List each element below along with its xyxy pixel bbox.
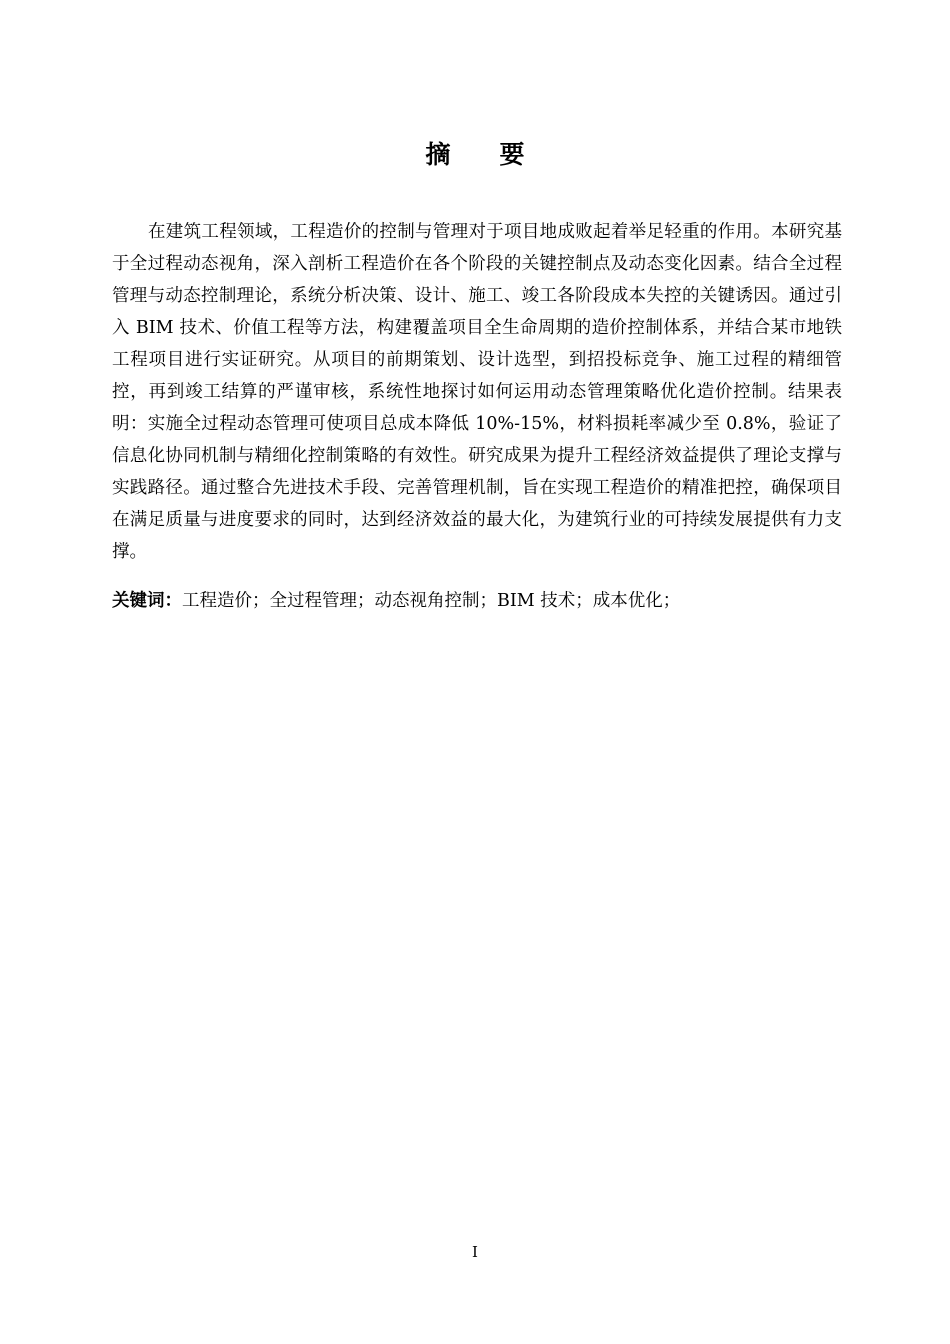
keywords-value: 工程造价；全过程管理；动态视角控制；BIM 技术；成本优化；: [182, 590, 681, 611]
page-title: 摘 要: [425, 139, 537, 169]
keywords-label: 关键词：: [112, 590, 182, 611]
keywords-line: [112, 586, 842, 616]
abstract-paragraph: 在建筑工程领域，工程造价的控制与管理对于项目地成败起着举足轻重的作用。本研究基于全过程动态视角，深入剖析工程造价在各个阶段的关键控制点及动态变化因素。结合全过程管理与动态控制理论，系统分析决策、设计、施工、竣工各阶段成本失控的关键诱因。通过引入 BIM 技术、价值工程等方法，构建覆盖项目全生命周期的造价控制体系，并结合某市地铁工程项目进行实证研究。从项目的前期策划、设计选型，到招投标竞争、施工过程的精细管控，再到竣工结算的严谨审核，系统性地探讨如何运用动态管理策略优化造价控制。结果表明：实施全过程动态管理可使项目总成本降低 10%-15%，材料损耗率减少至 0.8%，验证了信息化协同机制与精细化控制策略的有效性。研究成果为提升工程经济效益提供了理论支撑与实践路径。通过整合先进技术手段、完善管理机制，旨在实现工程造价的精准把控，确保项目在满足质量与进度要求的同时，达到经济效益的最大化，为建筑行业的可持续发展提供有力支撑。: [112, 221, 842, 562]
page-number: I: [472, 1243, 478, 1261]
